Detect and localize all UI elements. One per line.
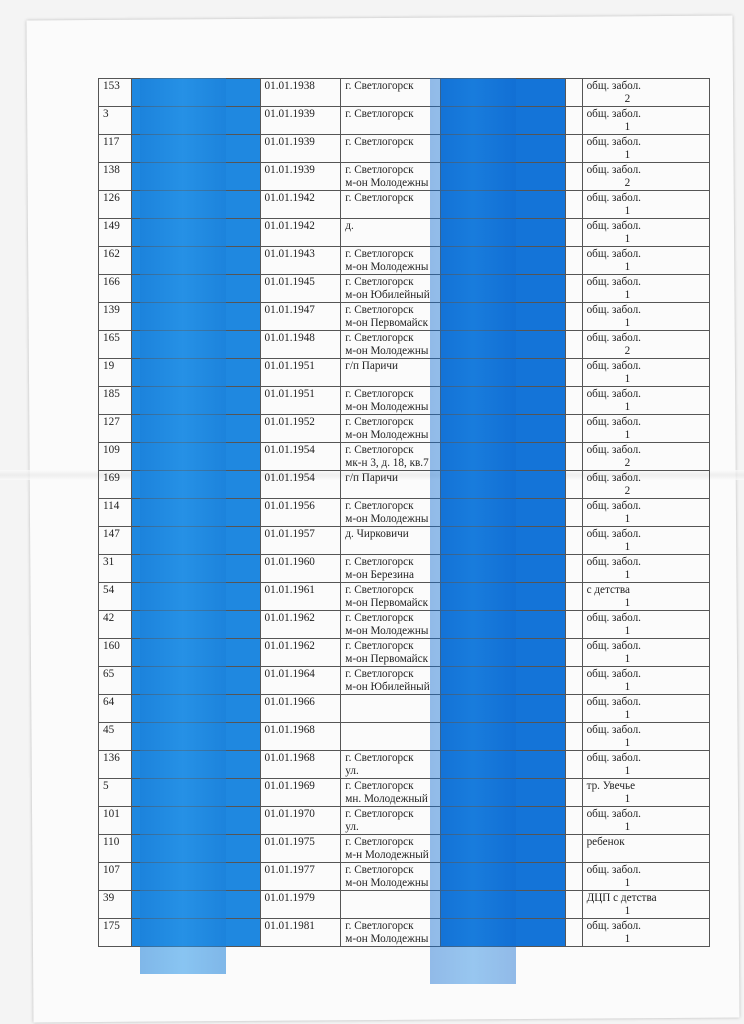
spacer-cell [566, 107, 583, 135]
address-line-1: г. Светлогорск [345, 108, 414, 120]
category-group: 1 [624, 316, 631, 329]
category-group: 2 [624, 344, 631, 357]
row-number: 65 [99, 667, 132, 695]
address-cell [341, 219, 440, 247]
address-line-1: г. Светлогорск [345, 192, 414, 204]
category-label: общ. забол. [586, 724, 641, 736]
address-line-1: г. Светлогорск [345, 556, 414, 568]
category-label: общ. забол. [586, 696, 641, 708]
category-group: 1 [624, 876, 631, 889]
address-cell [341, 863, 440, 891]
address-line-1: г. Светлогорск [345, 332, 414, 344]
birth-date: 01.01.1942 [260, 191, 341, 219]
category-cell [582, 695, 709, 723]
address-cell [341, 555, 440, 583]
category-cell [582, 415, 709, 443]
category-cell [582, 527, 709, 555]
category-cell [582, 107, 709, 135]
category-group: 1 [624, 904, 631, 917]
address-cell [341, 891, 440, 919]
category-label: общ. забол. [586, 472, 641, 484]
category-group: 1 [624, 232, 631, 245]
category-label: общ. забол. [586, 444, 641, 456]
birth-date: 01.01.1939 [260, 107, 341, 135]
address-line-1: г. Светлогорск [345, 752, 414, 764]
address-line-1: д. Чирковичи [345, 528, 409, 540]
spacer-cell [566, 415, 583, 443]
address-line-1: г. Светлогорск [345, 584, 414, 596]
birth-date: 01.01.1968 [260, 723, 341, 751]
address-line-1: г. Светлогорск [345, 500, 414, 512]
spacer-cell [566, 191, 583, 219]
category-label: общ. забол. [586, 500, 641, 512]
category-cell [582, 275, 709, 303]
birth-date: 01.01.1938 [260, 79, 341, 107]
birth-date: 01.01.1951 [260, 387, 341, 415]
address-line-1: г. Светлогорск [345, 248, 414, 260]
category-cell [582, 331, 709, 359]
birth-date: 01.01.1954 [260, 471, 341, 499]
category-label: общ. забол. [586, 136, 641, 148]
row-number: 117 [99, 135, 132, 163]
category-cell [582, 247, 709, 275]
birth-date: 01.01.1977 [260, 863, 341, 891]
category-label: общ. забол. [586, 220, 641, 232]
category-label: общ. забол. [586, 80, 641, 92]
address-cell [341, 247, 440, 275]
category-cell [582, 79, 709, 107]
birth-date: 01.01.1975 [260, 835, 341, 863]
category-label: общ. забол. [586, 640, 641, 652]
category-label: общ. забол. [586, 808, 641, 820]
category-cell [582, 135, 709, 163]
row-number: 162 [99, 247, 132, 275]
birth-date: 01.01.1962 [260, 639, 341, 667]
category-cell [582, 303, 709, 331]
category-group: 1 [624, 932, 631, 945]
address-cell [341, 499, 440, 527]
category-label: общ. забол. [586, 360, 641, 372]
address-line-1: г. Светлогорск [345, 416, 414, 428]
category-group: 1 [624, 596, 631, 609]
address-line-2: мк-н 3, д. 18, кв.7 [345, 456, 429, 469]
category-cell [582, 835, 709, 863]
category-cell [582, 471, 709, 499]
address-line-2: м-он Молодежны [345, 932, 429, 945]
address-line-2: м-он Молодежны [345, 400, 429, 413]
row-number: 136 [99, 751, 132, 779]
birth-date: 01.01.1954 [260, 443, 341, 471]
row-number: 126 [99, 191, 132, 219]
spacer-cell [566, 359, 583, 387]
row-number: 169 [99, 471, 132, 499]
category-group: 2 [624, 92, 631, 105]
address-line-1: г. Светлогорск [345, 808, 414, 820]
row-number: 109 [99, 443, 132, 471]
category-cell [582, 163, 709, 191]
address-line-1: г. Светлогорск [345, 640, 414, 652]
address-line-1: г/п Паричи [345, 360, 399, 372]
category-label: общ. забол. [586, 668, 641, 680]
row-number: 39 [99, 891, 132, 919]
spacer-cell [566, 723, 583, 751]
address-cell [341, 443, 440, 471]
row-number: 107 [99, 863, 132, 891]
category-label: общ. забол. [586, 612, 641, 624]
address-line-1: г. Светлогорск [345, 836, 414, 848]
spacer-cell [566, 807, 583, 835]
row-number: 19 [99, 359, 132, 387]
redaction-names [140, 78, 226, 974]
address-cell [341, 583, 440, 611]
row-number: 165 [99, 331, 132, 359]
birth-date: 01.01.1942 [260, 219, 341, 247]
category-cell [582, 863, 709, 891]
address-cell [341, 723, 440, 751]
address-line-2: м-он Молодежны [345, 876, 429, 889]
category-cell [582, 779, 709, 807]
category-label: общ. забол. [586, 528, 641, 540]
address-cell [341, 107, 440, 135]
category-group: 1 [624, 288, 631, 301]
birth-date: 01.01.1939 [260, 163, 341, 191]
address-line-1: г. Светлогорск [345, 780, 414, 792]
row-number: 147 [99, 527, 132, 555]
category-label: ДЦП с детства [586, 892, 657, 904]
birth-date: 01.01.1960 [260, 555, 341, 583]
address-cell [341, 919, 440, 947]
address-cell [341, 695, 440, 723]
spacer-cell [566, 583, 583, 611]
spacer-cell [566, 779, 583, 807]
row-number: 54 [99, 583, 132, 611]
row-number: 185 [99, 387, 132, 415]
category-group: 2 [624, 176, 631, 189]
category-label: общ. забол. [586, 248, 641, 260]
spacer-cell [566, 387, 583, 415]
category-cell [582, 359, 709, 387]
row-number: 127 [99, 415, 132, 443]
category-label: общ. забол. [586, 556, 641, 568]
birth-date: 01.01.1979 [260, 891, 341, 919]
address-cell [341, 387, 440, 415]
address-line-1: г. Светлогорск [345, 136, 414, 148]
address-line-2: м-он Молодежны [345, 176, 429, 189]
address-line-1: г. Светлогорск [345, 864, 414, 876]
category-cell [582, 443, 709, 471]
row-number: 64 [99, 695, 132, 723]
category-group: 1 [624, 120, 631, 133]
row-number: 138 [99, 163, 132, 191]
spacer-cell [566, 275, 583, 303]
birth-date: 01.01.1966 [260, 695, 341, 723]
address-line-1: г. Светлогорск [345, 444, 414, 456]
birth-date: 01.01.1948 [260, 331, 341, 359]
address-line-2: м-он Молодежны [345, 260, 429, 273]
row-number: 101 [99, 807, 132, 835]
address-line-2: мн. Молодежный [345, 792, 428, 805]
birth-date: 01.01.1962 [260, 611, 341, 639]
category-cell [582, 667, 709, 695]
address-cell [341, 191, 440, 219]
birth-date: 01.01.1947 [260, 303, 341, 331]
row-number: 166 [99, 275, 132, 303]
category-group: 2 [624, 456, 631, 469]
spacer-cell [566, 331, 583, 359]
spacer-cell [566, 163, 583, 191]
address-cell [341, 527, 440, 555]
category-cell [582, 723, 709, 751]
address-cell [341, 163, 440, 191]
spacer-cell [566, 443, 583, 471]
spacer-cell [566, 79, 583, 107]
address-cell [341, 639, 440, 667]
spacer-cell [566, 499, 583, 527]
address-cell [341, 751, 440, 779]
address-line-1: г. Светлогорск [345, 920, 414, 932]
address-line-1: г. Светлогорск [345, 304, 414, 316]
spacer-cell [566, 891, 583, 919]
birth-date: 01.01.1945 [260, 275, 341, 303]
address-line-1: г. Светлогорск [345, 668, 414, 680]
birth-date: 01.01.1968 [260, 751, 341, 779]
address-line-2: м-н Молодежный [345, 848, 429, 861]
category-cell [582, 639, 709, 667]
category-group: 1 [624, 820, 631, 833]
row-number: 31 [99, 555, 132, 583]
address-line-1: г. Светлогорск [345, 276, 414, 288]
address-line-1: г/п Паричи [345, 472, 399, 484]
row-number: 175 [99, 919, 132, 947]
category-group: 1 [624, 512, 631, 525]
spacer-cell [566, 471, 583, 499]
category-label: общ. забол. [586, 276, 641, 288]
address-line-2: ул. [345, 764, 359, 777]
address-line-2: м-он Первомайск [345, 596, 429, 609]
address-cell [341, 275, 440, 303]
category-label: общ. забол. [586, 332, 641, 344]
address-cell [341, 667, 440, 695]
spacer-cell [566, 555, 583, 583]
redaction-addresses [430, 78, 516, 984]
category-group: 1 [624, 260, 631, 273]
category-label: общ. забол. [586, 920, 641, 932]
category-label: с детства [586, 584, 630, 596]
category-group: 1 [624, 148, 631, 161]
category-cell [582, 555, 709, 583]
birth-date: 01.01.1943 [260, 247, 341, 275]
category-label: общ. забол. [586, 108, 641, 120]
birth-date: 01.01.1956 [260, 499, 341, 527]
row-number: 160 [99, 639, 132, 667]
spacer-cell [566, 919, 583, 947]
category-group: 1 [624, 764, 631, 777]
address-line-2: м-он Молодежны [345, 344, 429, 357]
address-line-2: м-он Юбилейный [345, 288, 430, 301]
category-group: 1 [624, 568, 631, 581]
address-line-2: м-он Молодежны [345, 624, 429, 637]
category-cell [582, 751, 709, 779]
row-number: 149 [99, 219, 132, 247]
category-group: 1 [624, 624, 631, 637]
category-label: общ. забол. [586, 164, 641, 176]
address-cell [341, 835, 440, 863]
row-number: 110 [99, 835, 132, 863]
address-cell [341, 331, 440, 359]
address-line-1: д. [345, 220, 354, 232]
birth-date: 01.01.1939 [260, 135, 341, 163]
spacer-cell [566, 611, 583, 639]
address-cell [341, 359, 440, 387]
row-number: 139 [99, 303, 132, 331]
address-line-1: г. Светлогорск [345, 80, 414, 92]
address-line-1: г. Светлогорск [345, 388, 414, 400]
category-group: 1 [624, 708, 631, 721]
address-line-2: м-он Первомайск [345, 652, 429, 665]
row-number: 114 [99, 499, 132, 527]
row-number: 45 [99, 723, 132, 751]
row-number: 5 [99, 779, 132, 807]
category-group: 1 [624, 400, 631, 413]
category-cell [582, 611, 709, 639]
address-line-2: м-он Молодежны [345, 428, 429, 441]
address-cell [341, 303, 440, 331]
address-line-2: м-он Молодежны [345, 512, 429, 525]
address-cell [341, 415, 440, 443]
address-cell [341, 135, 440, 163]
birth-date: 01.01.1951 [260, 359, 341, 387]
address-cell [341, 611, 440, 639]
spacer-cell [566, 527, 583, 555]
spacer-cell [566, 751, 583, 779]
category-cell [582, 499, 709, 527]
category-label: общ. забол. [586, 864, 641, 876]
address-line-1: г. Светлогорск [345, 164, 414, 176]
spacer-cell [566, 639, 583, 667]
category-cell [582, 219, 709, 247]
category-label: общ. забол. [586, 388, 641, 400]
address-cell [341, 79, 440, 107]
category-label: общ. забол. [586, 304, 641, 316]
category-group: 1 [624, 652, 631, 665]
spacer-cell [566, 667, 583, 695]
category-group: 1 [624, 736, 631, 749]
address-cell [341, 779, 440, 807]
spacer-cell [566, 135, 583, 163]
address-line-2: ул. [345, 820, 359, 833]
birth-date: 01.01.1970 [260, 807, 341, 835]
row-number: 3 [99, 107, 132, 135]
category-group: 1 [624, 792, 631, 805]
spacer-cell [566, 303, 583, 331]
category-label: ребенок [586, 836, 625, 848]
category-cell [582, 387, 709, 415]
spacer-cell [566, 835, 583, 863]
birth-date: 01.01.1957 [260, 527, 341, 555]
address-cell [341, 471, 440, 499]
category-cell [582, 891, 709, 919]
category-label: общ. забол. [586, 416, 641, 428]
category-cell [582, 583, 709, 611]
address-cell [341, 807, 440, 835]
address-line-2: м-он Березина [345, 568, 414, 581]
birth-date: 01.01.1981 [260, 919, 341, 947]
birth-date: 01.01.1961 [260, 583, 341, 611]
row-number: 42 [99, 611, 132, 639]
category-group: 1 [624, 204, 631, 217]
category-label: общ. забол. [586, 192, 641, 204]
category-group: 1 [624, 680, 631, 693]
birth-date: 01.01.1969 [260, 779, 341, 807]
spacer-cell [566, 695, 583, 723]
category-label: общ. забол. [586, 752, 641, 764]
category-group: 1 [624, 428, 631, 441]
address-line-2: м-он Первомайск [345, 316, 429, 329]
spacer-cell [566, 863, 583, 891]
category-group: 1 [624, 540, 631, 553]
category-cell [582, 919, 709, 947]
category-group: 2 [624, 484, 631, 497]
spacer-cell [566, 247, 583, 275]
category-label: тр. Увечье [586, 780, 636, 792]
address-line-2: м-он Юбилейный [345, 680, 430, 693]
category-cell [582, 807, 709, 835]
spacer-cell [566, 219, 583, 247]
birth-date: 01.01.1964 [260, 667, 341, 695]
category-group: 1 [624, 372, 631, 385]
birth-date: 01.01.1952 [260, 415, 341, 443]
address-line-1: г. Светлогорск [345, 612, 414, 624]
row-number: 153 [99, 79, 132, 107]
category-cell [582, 191, 709, 219]
